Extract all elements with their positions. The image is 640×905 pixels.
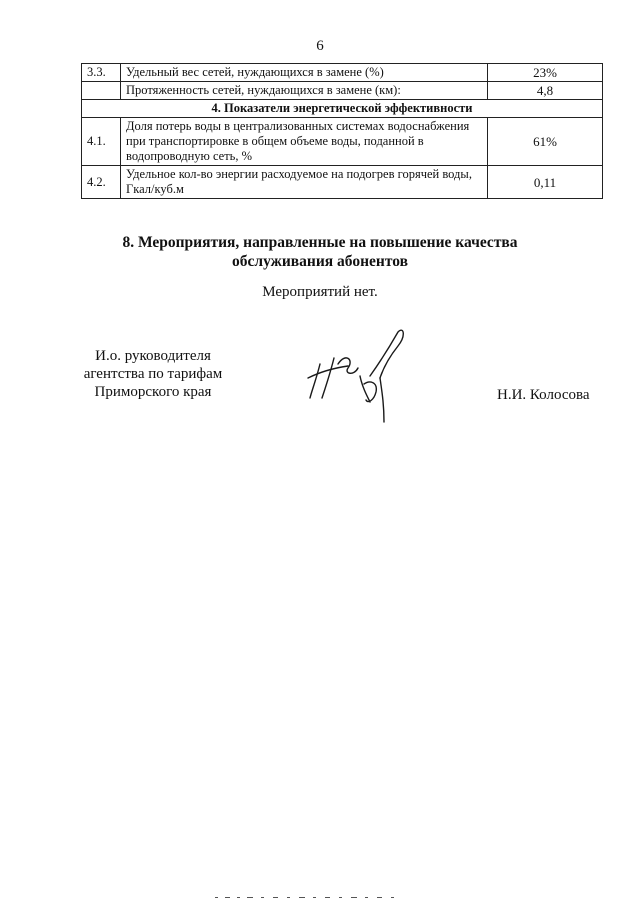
indicators-table [81,63,603,199]
position-line: агентства по тарифам [83,366,223,382]
row-number: 4.2. [82,166,121,199]
section-title-line: обслуживания абонентов [232,253,408,270]
row-number [82,82,121,100]
table-row [82,118,603,166]
table-row [82,64,603,82]
row-label: Удельное кол-во энергии расходуемое на подогрев горячей воды, Гкал/куб.м [121,166,488,199]
table-section-row [82,100,603,118]
row-label: Удельный вес сетей, нуждающихся в замене (%) [121,64,488,82]
position-line: Приморского края [94,384,212,400]
signer-name: Н.И. Колосова [497,387,590,403]
page-number: 6 [316,38,324,54]
row-number: 3.3. [82,64,121,82]
row-number: 4.1. [82,118,121,166]
row-value: 23% [488,64,603,82]
section-title-line: 8. Мероприятия, направленные на повышение качества [122,234,518,251]
table-row [82,166,603,199]
signer-position [78,347,228,401]
section-header: 4. Показатели энергетической эффективности [82,100,603,118]
section-body: Мероприятий нет. [262,284,378,300]
section-title [0,233,640,271]
scan-artifact [215,896,405,900]
handwritten-signature [300,322,420,432]
row-value: 0,11 [488,166,603,199]
row-label: Доля потерь воды в централизованных системах водоснабжения при транспортировке в общем объеме воды, поданной в водопроводную сеть, % [121,118,488,166]
row-value: 4,8 [488,82,603,100]
row-value: 61% [488,118,603,166]
position-line: И.о. руководителя [95,348,211,364]
table-row [82,82,603,100]
row-label: Протяженность сетей, нуждающихся в замене (км): [121,82,488,100]
